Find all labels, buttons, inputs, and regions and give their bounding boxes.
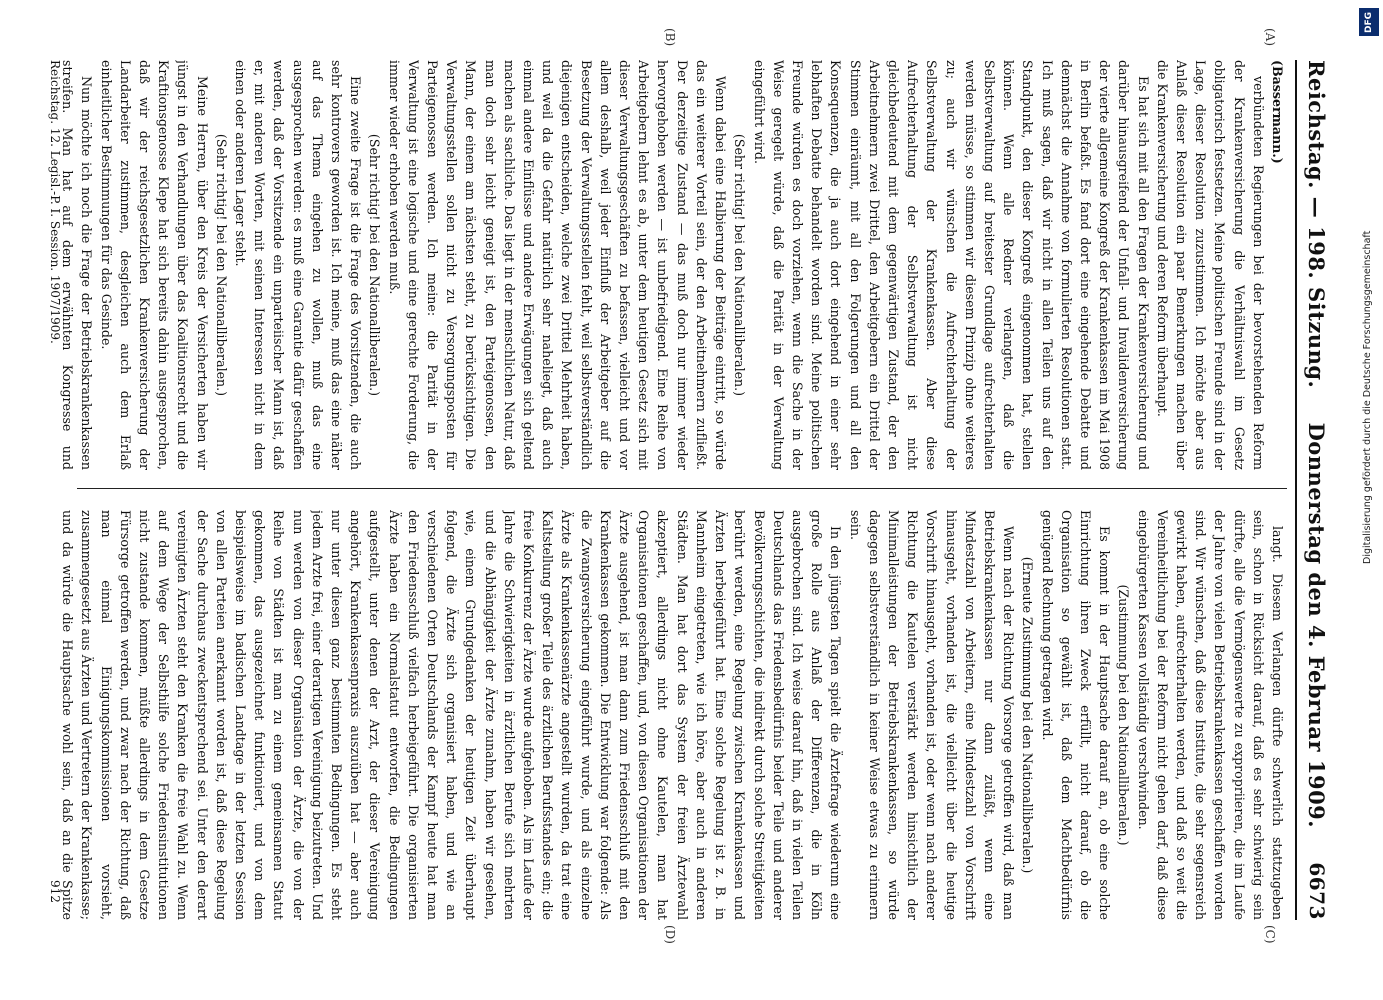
paragraph: Meine Herren, über den Kreis der Versicherten haben wir jüngst in den Verhandlungen über das Koalitionsrecht und die Kraftionsgenosse Klepe hat sich bereits dahin ausgesprochen, daß wir der reichsgesetzlichen Krankenversicherung der Landarbeiter zustimmen, desgleichen auch dem Erlaß einheitlicher Bestimmungen für das Gesinde. [98, 60, 210, 470]
column-divider [77, 488, 1287, 489]
paragraph: Es kommt in der Hauptsache darauf an, ob eine solche Einrichtung ihren Zweck erfüllt, nicht darauf, ob die Organisation so gewählt ist, daß dem Machtbedürfnis genügend Rechnung getragen wird. [1039, 510, 1113, 920]
paragraph: verbündeten Regierungen bei der bevorstehenden Reform der Krankenversicherung die Verhältniswahl im Gesetz obligatorisch festsetzen. Meine politischen Freunde sind in der Lage, dieser Resolution zuzustimmen. Ich möchte aber aus Anlaß dieser Resolution ein paar Bemerkungen machen über die Krankenversicherung und deren Reform überhaupt. [1154, 60, 1266, 470]
interjection: (Zustimmung bei den Nationalliberalen.) [1116, 584, 1132, 846]
margin-marker-d: (D) [663, 925, 677, 944]
footer-reference: Reichstag. 12. Legisl.-P. I. Session. 1907/1909. [48, 60, 62, 344]
speaker-name: (Bassermann.) [1270, 60, 1285, 164]
left-column [57, 60, 1287, 470]
header-left: Reichstag. — 198. Sitzung. [1304, 60, 1330, 389]
footer-sheet-number: 912 [48, 880, 62, 903]
paragraph: Wenn nach der Richtung Vorsorge getroffen wird, daß man Betriebskrankenkassen nur dann zuläßt, wenn eine Mindestzahl von Arbeitern, eine Mindestzahl von Vorschrift hinausgeht, vorhanden ist, die vielleicht über die heutige Vorschrift hinausgeht, vorhanden ist, oder wenn nach anderer Richtung die Kautelen verstärkt werden hinsichtlich der Minimalleistungen der Betriebskrankenkassen, so würde dagegen selbstverständlich in keiner Weise etwas zu erinnern sein. [847, 510, 1017, 920]
paragraph: Es hat sich mit all den Fragen der Krankenversicherung und darüber hinausgreifend der Unfall- und Invalidenversicherung der vierte allgemeine Kongreß der Krankenkassen im Mai 1908 in Berlin befaßt. Es fand dort eine eingehende Debatte und demnächst die Annahme von formulierten Resolutionen statt. Ich muß sagen, daß wir nicht in allen Teilen uns auf den Standpunkt, den dieser Kongreß eingenommen hat, stellen können. Wenn alle Redner verlangten, daß die Selbstverwaltung auf breitester Grundlage aufrechterhalten werden müsse, so stimmen wir diesem Prinzip ohne weiteres zu; auch wir wünschen die Aufrechterhaltung der Selbstverwaltung der Krankenkassen. Aber diese Aufrechterhaltung der Selbstverwaltung ist nicht gleichbedeutend mit dem gegenwärtigen Zustand, der den Arbeitnehmern zwei Drittel, den Arbeitgebern ein Drittel der Stimmen einräumt, mit all den Folgerungen und all den Konsequenzen, die ja auch dort eingehend in einer sehr lebhaften Debatte behandelt worden sind. Meine politischen Freunde würden es doch vorziehen, wenn die Sache in der Weise geregelt würde, daß die Parität in der Verwaltung eingeführt wird. [751, 60, 1151, 470]
margin-marker-a: (A) [1263, 28, 1277, 47]
interjection: (Sehr richtig! bei den Nationalliberalen.) [732, 133, 748, 397]
margin-marker-c: (C) [1263, 925, 1277, 944]
paragraph: In den jüngsten Tagen spielt die Ärztefrage wiederum eine große Rolle aus Anlaß der Differenzen, die in Köln ausgebrochen sind. Ich weise darauf hin, daß in vielen Teilen Deutschlands das Friedensbedürfnis beider Teile und anderer Bevölkerungsschichten, die indirekt durch solche Streitigkeiten berührt werden, eine Regelung zwischen Krankenkassen und Ärzten herbeigeführt hat. Eine solche Regelung ist z. B. in Mannheim eingetreten, wie ich höre, aber auch in anderen Städten. Man hat dort das System der freien Ärztewahl akzeptiert, allerdings nicht ohne Kautelen, man hat Organisationen geschaffen, und, von diesen Organisationen der Ärzte ausgehend, ist man dann zum Friedensschluß mit den Krankenkassen gekommen. Die Entwicklung war folgende: Als die Zwangsversicherung eingeführt wurde, und als einzelne Ärzte als Krankenkassenärzte angestellt wurden, da trat eine Kaltstellung großer Teile des ärztlichen Berufsstandes ein; die freie Konkurrenz der Ärzte wurde aufgehoben. Als im Laufe der Jahre die Schwierigkeiten in ärztlichen Berufe sich mehrten und die Abhängigkeit der Ärzte zunahm, haben wir gesehen, wie, einem Grundgedanken der heutigen Zeit überhaupt folgend, die Ärzte sich organisiert haben, und wie an verschiedenen Orten Deutschlands der Kampf heute hat man den Friedensschluß vielfach herbeigeführt. Die organisierten Ärzte haben ein Normalstatut entworfen, die Bedingungen aufgestellt, unter denen der Arzt, der dieser Vereinigung angehört, Krankenkassenpraxis auszuüben hat — aber auch nur unter diesen ganz bestimmten Bedingungen. Es steht jedem Arzte frei, einer derartigen Vereinigung beizutreten. Und nun werden von dieser Organisation der Ärzte, die von der Reihe von Städten ist man zu einem gemeinsamen Statut gekommen, das ausgezeichnet funktioniert, und von dem beispielsweise im badischen Landtage in der letzten Session von allen Parteien anerkannt worden ist, daß diese Regelung der Sache durchaus zweckentsprechend sei. Unter den derart vereinigten Ärzten steht den Kranken die freie Wahl zu. Wenn auf dem Wege der Selbsthilfe solche Friedensinstitutionen nicht zustande kommen, müßte allerdings in dem Gesetze Fürsorge getroffen werden, und zwar nach der Richtung, daß man einmal Einigungskommissionen vorsieht, zusammengesetzt aus Ärzten und Vertretern der Krankenkasse; und da würde die Hauptsache wohl sein, daß an die Spitze [60, 510, 844, 920]
margin-marker-b: (B) [663, 28, 677, 47]
dfg-logo: DFG [1359, 8, 1379, 36]
right-column [57, 510, 1287, 920]
page-number: 6673 [1305, 862, 1329, 920]
paragraph: Wenn dabei eine Halbierung der Beiträge eintritt, so würde das ein weiterer Vorteil sein, der den Arbeitnehmern zufließt. Der derzeitige Zustand — das muß doch nur immer wieder hervorgehoben werden — ist unbefriedigend. Eine Reihe von Arbeitgebern lehnt es ab, unter dem heutigen Gesetz sich mit dieser Verwaltungsgeschäften zu befassen, vielleicht und vor allem deshalb, weil jeder Einfluß der Arbeitgeber auf die Besetzung der Verwaltungsstellen fehlt, weil selbstverständlich diejenigen entscheiden, welche zwei Drittel Mehrheit haben, und weil da die Gefahr natürlich sehr naheliegt, daß auch einmal andere Einflüsse und andere Erwägungen sich geltend machen als sachliche. Das liegt in der menschlichen Natur, daß man doch sehr leicht geneigt ist, den Parteigenossen, den Mann, der einem am nächsten steht, zu berücksichtigen. Die Verwaltungsstellen sollen nicht zu Versorgungsposten für Parteigenossen werden. Ich meine: die Parität in der Verwaltung ist eine logische und eine gerechte Forderung, die immer wieder erhoben werden muß. [386, 60, 729, 470]
paragraph: Nun möchte ich noch die Frage der Betriebskrankenkassen streifen. Man hat auf dem erwähnten Kongresse und [60, 60, 95, 470]
interjection: (Sehr richtig! bei den Nationalliberalen.) [367, 133, 383, 397]
page-header [1295, 60, 1337, 920]
interjection: (Sehr richtig! bei den Nationalliberalen.) [213, 133, 229, 397]
paragraph: langt. Diesem Verlangen dürfte schwerlich stattzugeben sein, schon in Rücksicht darauf, daß es sehr schwierig sein dürfte, alle die Vermögenswerte zu expropriieren, die im Laufe der Jahre von vielen Betriebskrankenkassen geschaffen worden sind. Wir wünschen, daß diese Institute, die sehr segensreich gewirkt haben, aufrechterhalten werden, und daß so weit die Vereinheitlichung bei der Reform nicht gehen darf, daß diese eingebürgerten Kassen vollständig verschwinden. [1135, 510, 1285, 920]
digitization-sidebar [1356, 0, 1382, 1000]
interjection: (Erneute Zustimmung bei den Nationalliberalen.) [1020, 556, 1036, 874]
scanned-page [37, 20, 1337, 960]
digitization-credit: Digitalisierung gefördert durch die Deutsche Forschungsgemeinschaft [1362, 230, 1373, 564]
header-date: Donnerstag den 4. Februar 1909. [1304, 422, 1330, 829]
paragraph: Eine zweite Frage ist die Frage des Vorsitzenden, die auch sehr kontrovers geworden ist. Ich meine, muß das eine näher auf das Thema eingehen zu wollen, muß das eine ausgesprochen werden: es muß eine Garantie dafür geschaffen werden, daß der Vorsitzende ein unparteiischer Mann ist, daß er, mit anderen Worten, mit seinen Interessen nicht in dem einen oder anderen Lager steht. [233, 60, 364, 470]
